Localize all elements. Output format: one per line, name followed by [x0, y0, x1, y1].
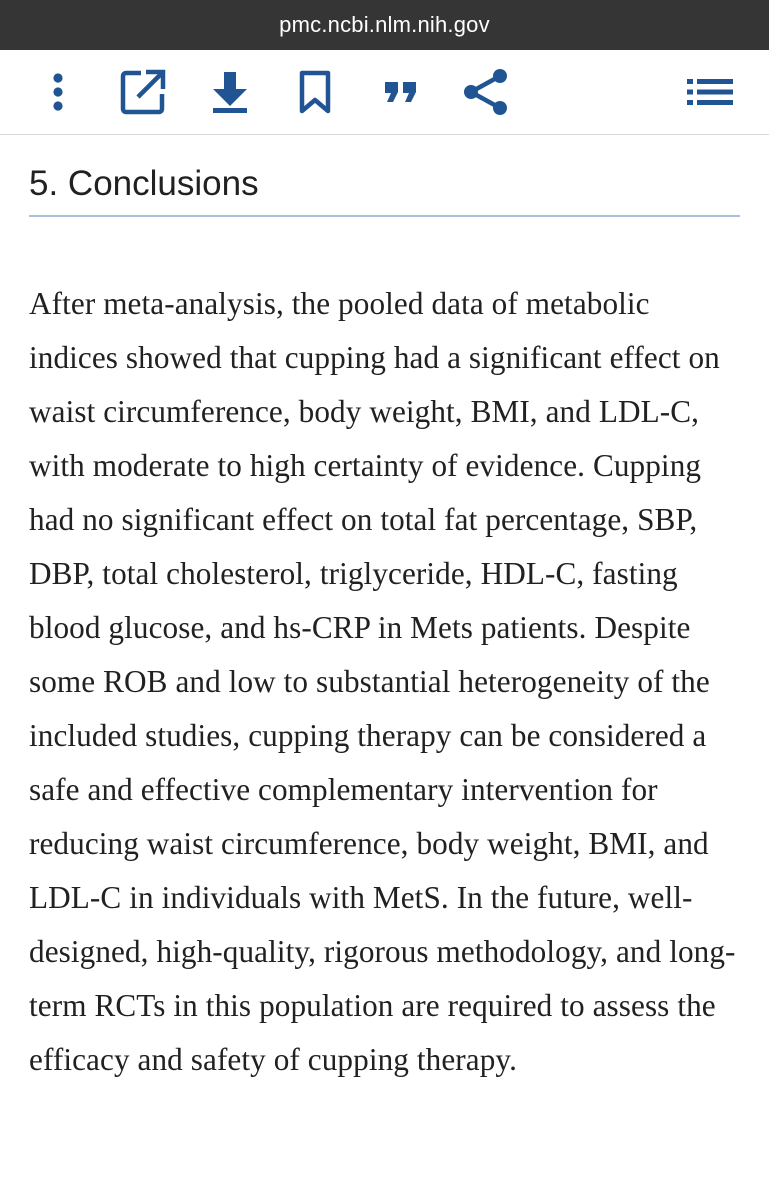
download-button[interactable] — [206, 68, 254, 116]
cite-quote-icon — [383, 78, 419, 106]
address-bar[interactable] — [0, 0, 769, 50]
section-heading: 5. Conclusions — [29, 163, 740, 217]
article-toolbar — [0, 50, 769, 135]
download-icon — [209, 70, 251, 114]
share-button[interactable] — [462, 68, 510, 116]
more-options-button[interactable] — [34, 68, 82, 116]
conclusion-paragraph: After meta-analysis, the pooled data of metabolic indices showed that cupping had a significant effect on waist circumference, body weight, BMI, and LDL-C, with moderate to high certainty of evidence. Cupping had no significant effect on total fat percentage, SBP, DBP, total cholesterol, triglyceride, HDL-C, fasting blood glucose, and hs-CRP in Mets patients. Despite some ROB and low to substantial heterogeneity of the included studies, cupping therapy can be considered a safe and effective complementary intervention for reducing waist circumference, body weight, BMI, and LDL-C in individuals with MetS. In the future, well-designed, high-quality, rigorous methodology, and long-term RCTs in this population are required to assess the efficacy and safety of cupping therapy. — [29, 286, 736, 1077]
cite-button[interactable] — [377, 68, 425, 116]
bookmark-icon — [297, 70, 333, 114]
url-text: pmc.ncbi.nlm.nih.gov — [279, 12, 490, 37]
open-external-icon — [119, 68, 167, 116]
table-of-contents-button[interactable] — [686, 68, 734, 116]
table-of-contents-icon — [687, 77, 733, 107]
article-body — [0, 163, 769, 1087]
more-vertical-icon — [48, 70, 68, 114]
share-icon — [462, 68, 510, 116]
bookmark-button[interactable] — [291, 68, 339, 116]
open-in-new-button[interactable] — [119, 68, 167, 116]
